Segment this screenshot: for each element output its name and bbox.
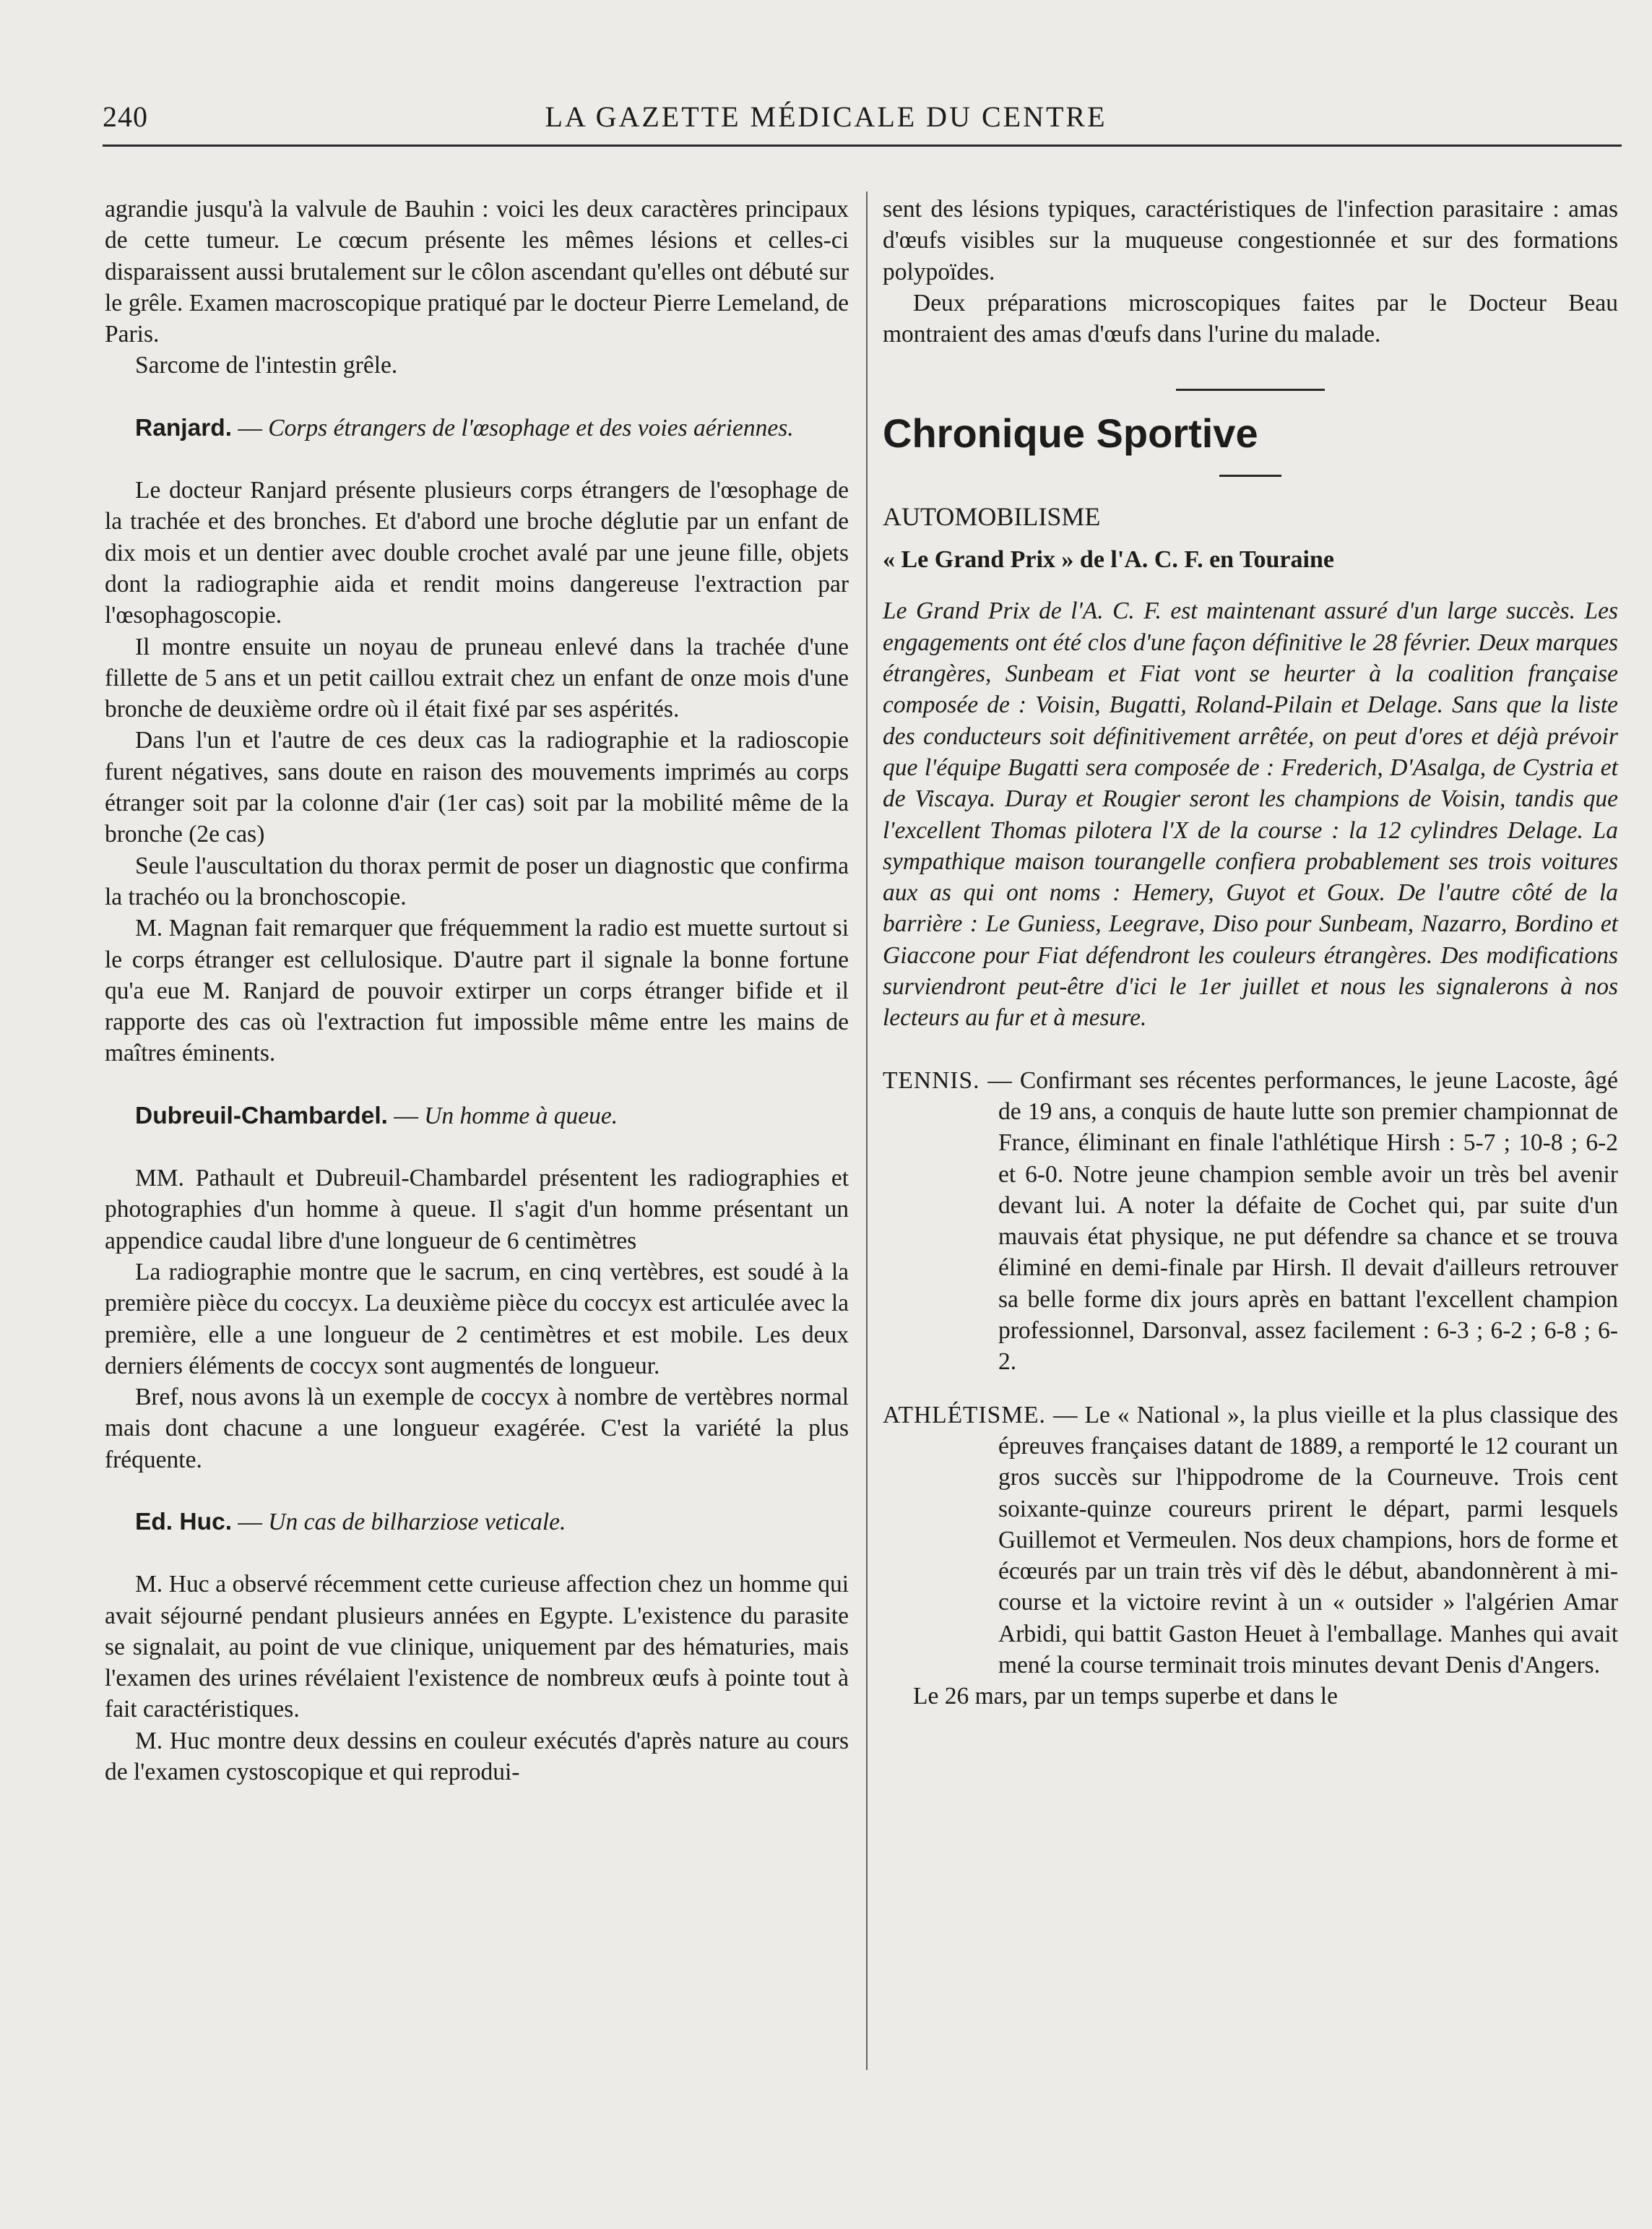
paragraph: MM. Pathault et Dubreuil-Chambardel présentent les radiographies et photographies d'un homme à queue. Il s'agit d'un homme présentant un appendice caudal libre d'une longueur de 6 centimètres [105,1165,849,1254]
column-divider [866,191,868,2070]
section-heading-dubreuil [105,1100,849,1131]
tennis-paragraph [883,1065,1618,1378]
section-dash: — [232,414,269,441]
section-heading-huc [105,1506,849,1538]
paragraph: Deux préparations microscopiques faites par le Docteur Beau montraient des amas d'œufs dans l'urine du malade. [883,289,1618,348]
tennis-label: TENNIS. [883,1066,980,1094]
left-column [105,194,849,1788]
running-title: LA GAZETTE MÉDICALE DU CENTRE [545,100,1107,133]
section-topic: Un cas de bilharziose veticale. [268,1508,566,1535]
paragraph: Seule l'auscultation du thorax permit de poser un diagnostic que confirma la trachéo ou la bronchoscopie. [105,852,849,910]
header-rule [103,145,1622,147]
paragraph: M. Huc a observé récemment cette curieuse affection chez un homme qui avait séjourné pendant plusieurs années en Egypte. L'existence du parasite se signalait, au point de vue clinique, uniquement par des hématuries, mais l'examen des urines révélaient l'existence de nombreux œufs à pointe tout à fait caractéristiques. [105,1571,849,1723]
page-number: 240 [103,100,148,133]
section-author: Dubreuil-Chambardel. [135,1102,388,1129]
athletisme-text: — Le « National », la plus vieille et la plus classique des épreuves françaises datant de 1889, a remporté le 12 courant un gros succès sur l'hippodrome de la Courneuve. Trois cent soixante-quinze coureurs prirent le départ, parmi lesquels Guillemot et Vermeulen. Nos deux champions, hors de forme et écœurés par un train très vif dès le début, abandonnèrent à mi-course et la victoire revint à un « outsider » l'algérien Amar Arbidi, qui battit Gaston Heuet à l'emballage. Manhes qui avait mené la course terminait trois minutes devant Denis d'Angers. [998,1401,1618,1678]
automobilisme-heading: AUTOMOBILISME [883,502,1101,532]
sarcome-line: Sarcome de l'intestin grêle. [135,352,398,379]
section-author: Ranjard. [135,414,233,441]
paragraph: Il montre ensuite un noyau de pruneau enlevé dans la trachée d'une fillette de 5 ans et un petit caillou extrait chez un enfant de onze mois d'une bronche de deuxième ordre où il était fixé par ses aspérités. [105,633,849,723]
athletisme-label: ATHLÉTISME. [883,1401,1046,1428]
paragraph: M. Huc montre deux dessins en couleur exécutés d'après nature au cours de l'examen cystoscopique et qui reprodui- [105,1727,849,1786]
paragraph: Dans l'un et l'autre de ces deux cas la radiographie et la radioscopie furent négatives, sans doute en raison des mouvements imprimés au corps étranger soit par la colonne d'air (1er cas) soit par la mobilité même de la bronche (2e cas) [105,727,849,848]
paragraph: M. Magnan fait remarquer que fréquemment la radio est muette surtout si le corps étranger est cellulosique. D'autre part il signale la bonne fortune qu'a eue M. Ranjard de pouvoir extirper un corps étranger bifide et il rapporte des cas où l'extraction fut impossible même entre les mains de maîtres éminents. [105,915,849,1067]
section-dash: — [387,1102,425,1129]
grand-prix-text: Le Grand Prix de l'A. C. F. est maintenant assuré d'un large succès. Les engagements ont été clos d'une façon définitive le 28 février. Deux marques étrangères, Sunbeam et Fiat vont se heurter à la coalition française composée de : Voisin, Bugatti, Roland-Pilain et Delage. Sans que la liste des conducteurs soit définitivement arrêtée, on peut d'ores et déjà prévoir que l'équipe Bugatti sera composée de : Frederich, D'Asalga, de Cystria et de Viscaya. Duray et Rougier seront les champions de Voisin, tandis que l'excellent Thomas pilotera l'X de la course : la 12 cylindres Delage. La sympathique maison tourangelle confiera probablement ses trois voitures aux as qui ont noms : Hemery, Guyot et Goux. De l'autre côté de la barrière : Le Guniess, Leegrave, Diso pour Sunbeam, Nazarro, Bordino et Giaccone pour Fiat défendront les couleurs étrangères. Des modifications surviendront peut-être d'ici le 1er juillet et nous les signalerons à nos lecteurs au fur et à mesure. [883,598,1618,1032]
section-author: Ed. Huc. [135,1508,233,1535]
right-column [883,194,1618,1712]
section-topic: Un homme à queue. [424,1102,618,1129]
section-topic: Corps étrangers de l'œsophage et des voies aériennes. [268,414,794,441]
paragraph: La radiographie montre que le sacrum, en cinq vertèbres, est soudé à la première pièce du coccyx. La deuxième pièce du coccyx est articulée avec la première, elle a une longueur de 2 centimètres et est mobile. Les deux derniers éléments de coccyx sont augmentés de longueur. [105,1258,849,1379]
athletisme-paragraph [883,1400,1618,1681]
paragraph: Bref, nous avons là un exemple de coccyx à nombre de vertèbres normal mais dont chacune a une longueur exagérée. C'est la variété la plus fréquente. [105,1384,849,1473]
continued-paragraph: sent des lésions typiques, caractéristiques de l'infection parasitaire : amas d'œufs visibles sur la muqueuse congestionnée et sur des formations polypoïdes. [883,196,1618,285]
paragraph: Le 26 mars, par un temps superbe et dans le [913,1683,1338,1710]
continued-paragraph: agrandie jusqu'à la valvule de Bauhin : voici les deux caractères principaux de cette tumeur. Le cœcum présente les mêmes lésions et celles-ci disparaissent aussi brutalement sur le côlon ascendant qu'elles ont débuté sur le grêle. Examen macroscopique pratiqué par le docteur Pierre Lemeland, de Paris. [105,196,849,348]
tennis-text: — Confirmant ses récentes performances, le jeune Lacoste, âgé de 19 ans, a conquis de haute lutte son premier championnat de France, éliminant en finale l'athlétique Hirsh : 5-7 ; 10-8 ; 6-2 et 6-0. Notre jeune champion semble avoir un très bel avenir devant lui. A noter la défaite de Cochet qui, par suite d'un mauvais état physique, ne put défendre sa chance et se trouva éliminé en demi-finale par Hirsh. Il devait d'ailleurs retrouver sa belle forme dix jours après en battant l'excellent champion professionnel, Darsonval, assez facilement : 6-3 ; 6-2 ; 6-8 ; 6-2. [979,1066,1618,1376]
chronique-title: Chronique Sportive [883,410,1258,457]
section-heading-ranjard [105,413,849,444]
grand-prix-title: « Le Grand Prix » de l'A. C. F. en Touraine [883,546,1334,574]
section-dash: — [232,1508,269,1535]
paragraph: Le docteur Ranjard présente plusieurs corps étrangers de l'œsophage de la trachée et des bronches. Et d'abord une broche déglutie par un enfant de dix mois et un dentier avec double crochet avalé par une jeune fille, objets dont la radiographie aida et rendit moins dangereuse l'extraction par l'œsophagoscopie. [105,477,849,629]
